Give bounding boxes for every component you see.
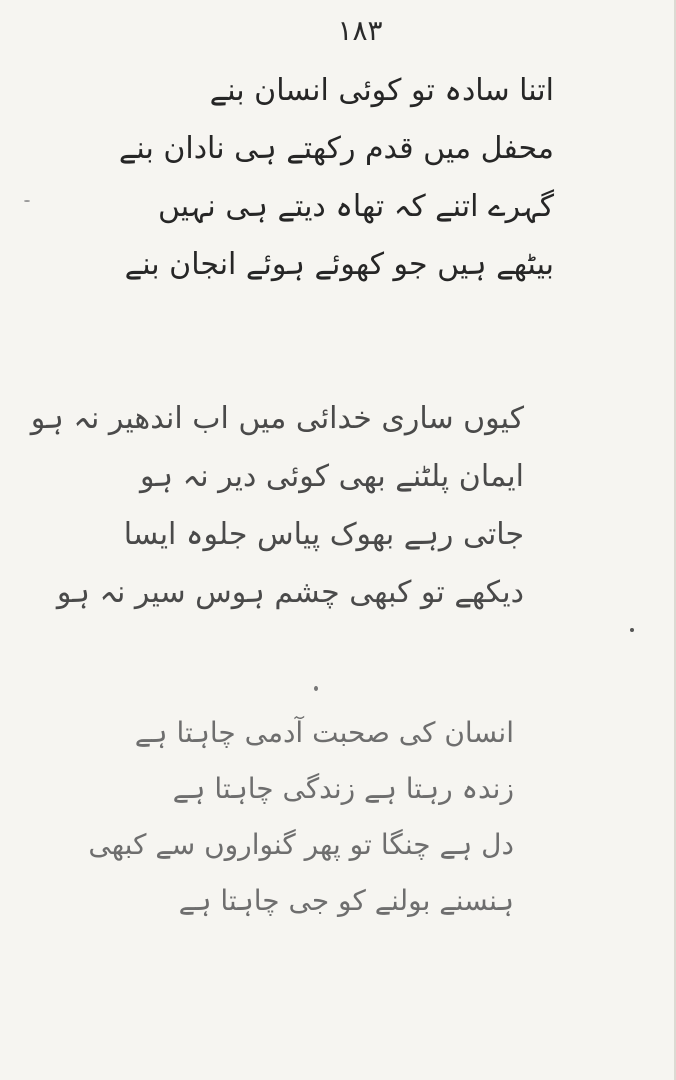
stanza-2-line-1: کیوں ساری خدائی میں اب اندھیر نہ ہو	[30, 401, 524, 436]
stanza-1-line-3: گہرے اتنے کہ تھاہ دیتے ہی نہیں	[157, 189, 554, 224]
stanza-1-line-1: اتنا سادہ تو کوئی انسان بنے	[209, 73, 554, 108]
stanza-2-line-3: جاتی رہے بھوک پیاس جلوہ ایسا	[123, 517, 524, 552]
stanza-1	[118, 62, 554, 294]
stanza-3-line-1: انسان کی صحبت آدمی چاہتا ہے	[134, 716, 514, 749]
stanza-2-line-4: دیکھے تو کبھی چشم ہوس سیر نہ ہو	[56, 575, 524, 610]
page-number: ۱۸۳	[337, 14, 383, 47]
ink-speck	[630, 628, 634, 632]
stanza-3-line-2: زندہ رہتا ہے زندگی چاہتا ہے	[172, 772, 514, 805]
stanza-3	[88, 705, 514, 929]
stanza-1-line-2: محفل میں قدم رکھتے ہی نادان بنے	[118, 131, 554, 166]
stanza-1-line-4: بیٹھے ہیں جو کھوئے ہوئے انجان بنے	[124, 247, 554, 282]
ink-speck	[314, 686, 318, 691]
ink-speck	[24, 200, 30, 202]
stanza-2-line-2: ایمان پلٹنے بھی کوئی دیر نہ ہو	[140, 459, 524, 494]
stanza-3-line-3: دل ہے چنگا تو پھر گنواروں سے کبھی	[88, 828, 514, 861]
stanza-2	[30, 390, 524, 622]
stanza-3-line-4: ہنسنے بولنے کو جی چاہتا ہے	[178, 884, 514, 917]
